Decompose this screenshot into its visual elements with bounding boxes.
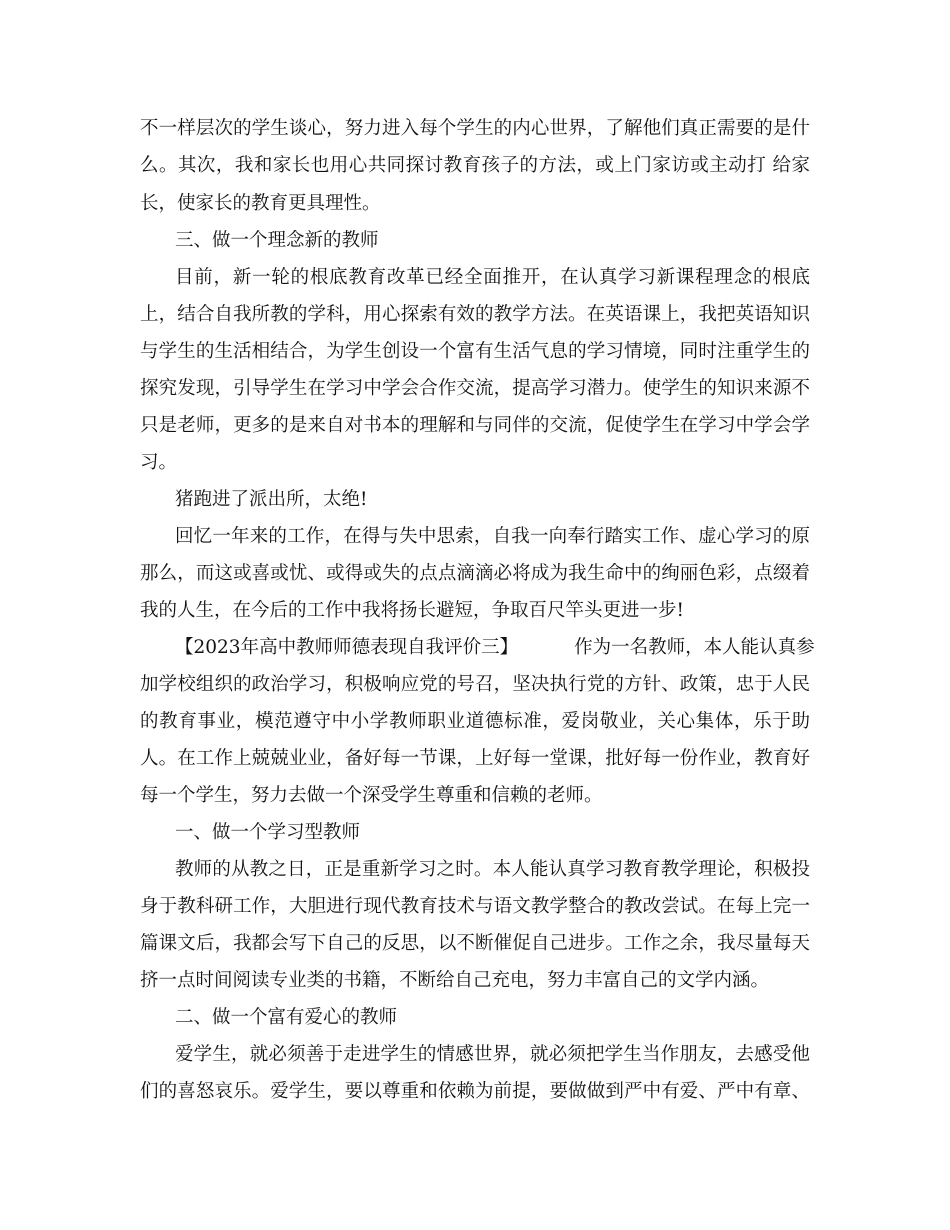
text-line: 那么，而这或喜或忧、或得或失的点点滴滴必将成为我生命中的绚丽色彩，点缀着 xyxy=(140,563,810,584)
text-line: 上，结合自我所教的学科，用心探索有效的教学方法。在英语课上，我把英语知识 xyxy=(140,304,810,325)
text-line: 与学生的生活相结合，为学生创设一个富有生活气息的学习情境，同时注重学生的 xyxy=(140,341,810,362)
text-line: 身于教科研工作，大胆进行现代教育技术与语文教学整合的教改尝试。在每上完一 xyxy=(140,896,810,917)
text-line: 么。其次，我和家长也用心共同探讨教育孩子的方法，或上门家访或主动打 给家 xyxy=(140,155,810,176)
text-line: 每一个学生，努力去做一个深受学生尊重和信赖的老师。 xyxy=(140,785,603,806)
section-heading: 一、做一个学习型教师 xyxy=(175,822,361,843)
section-title: 【2023年高中教师师德表现自我评价三】 xyxy=(175,637,519,658)
text-line: 教师的从教之日，正是重新学习之时。本人能认真学习教育教学理论，积极投 xyxy=(175,859,810,880)
section-heading: 二、做一个富有爱心的教师 xyxy=(175,1007,398,1028)
text-line xyxy=(175,636,815,660)
text-line: 的教育事业，模范遵守中小学教师职业道德标准，爱岗敬业，关心集体，乐于助 xyxy=(140,711,810,732)
text-line: 们的喜怒哀乐。爱学生，要以尊重和依赖为前提，要做做到严中有爱、严中有章、 xyxy=(140,1081,810,1102)
text-line: 长，使家长的教育更具理性。 xyxy=(140,193,381,214)
text-line: 不一样层次的学生谈心，努力进入每个学生的内心世界，了解他们真正需要的是什 xyxy=(140,118,810,139)
text-line: 习。 xyxy=(140,452,178,473)
text-line: 篇课文后，我都会写下自己的反思，以不断催促自己进步。工作之余，我尽量每天 xyxy=(140,933,810,954)
text-line: 回忆一年来的工作，在得与失中思索，自我一向奉行踏实工作、虚心学习的原 xyxy=(175,526,810,547)
text-line: 挤一点时间阅读专业类的书籍，不断给自己充电，努力丰富自己的文学内涵。 xyxy=(140,970,770,991)
text-line: 只是老师，更多的是来自对书本的理解和与同伴的交流，促使学生在学习中学会学 xyxy=(140,415,810,436)
text-span: 作为一名教师，本人能认真参 xyxy=(574,637,815,658)
section-heading: 三、做一个理念新的教师 xyxy=(175,230,379,251)
text-line: 探究发现，引导学生在学习中学会合作交流，提高学习潜力。使学生的知识来源不 xyxy=(140,378,810,399)
text-line: 目前，新一轮的根底教育改革已经全面推开，在认真学习新课程理念的根底 xyxy=(175,267,810,288)
text-line: 加学校组织的政治学习，积极响应党的号召，坚决执行党的方针、政策，忠于人民 xyxy=(140,674,810,695)
text-line: 人。在工作上兢兢业业，备好每一节课，上好每一堂课，批好每一份作业，教育好 xyxy=(140,748,810,769)
text-line: 我的人生，在今后的工作中我将扬长避短，争取百尺竿头更进一步! xyxy=(140,600,684,621)
text-line: 猪跑进了派出所，太绝! xyxy=(175,489,368,510)
text-line: 爱学生，就必须善于走进学生的情感世界，就必须把学生当作朋友，去感受他 xyxy=(175,1044,810,1065)
